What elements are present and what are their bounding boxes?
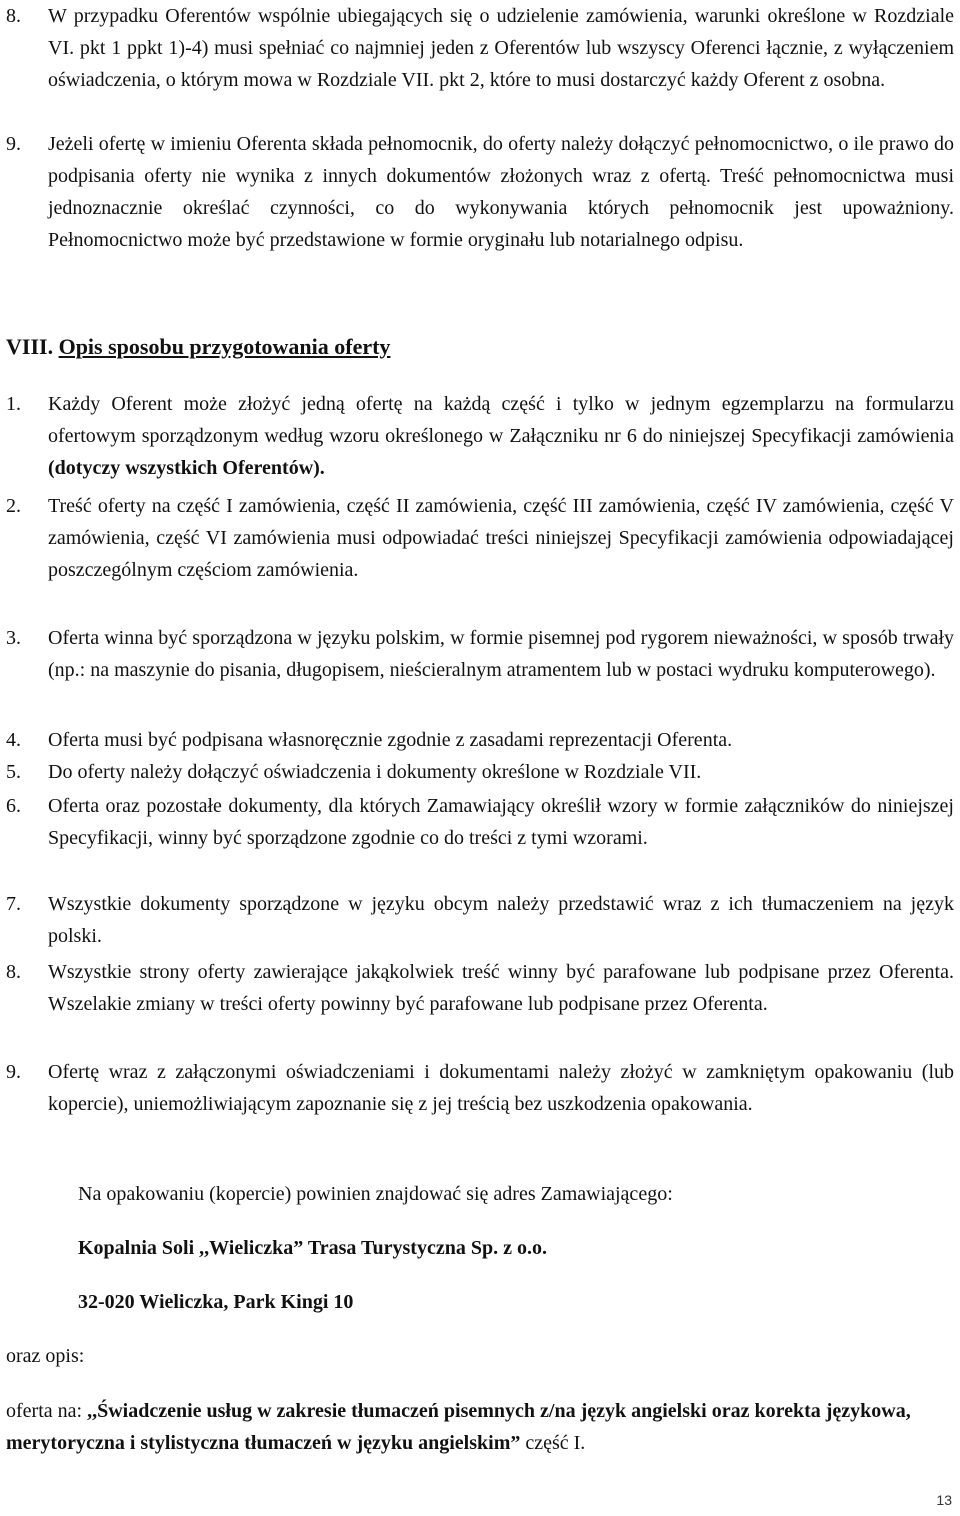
list-item <box>6 888 954 952</box>
offer-description <box>6 1395 954 1459</box>
item-text-main: Każdy Oferent może złożyć jedną ofertę na każdą część i tylko w jednym egzemplarzu na formularzu ofertowym sporządzonym według wzoru określonego w Załączniku nr 6 do niniejszej Specyfikacji zamówienia <box>48 393 954 447</box>
item-number: 2. <box>6 495 21 517</box>
item-number: 6. <box>6 795 21 817</box>
item-number: 9. <box>6 1061 21 1083</box>
item-text-bold: (dotyczy wszystkich Oferentów). <box>48 457 325 479</box>
address-line-2: 32-020 Wieliczka, Park Kingi 10 <box>78 1291 354 1313</box>
list-item <box>6 0 954 96</box>
item-number: 8. <box>6 961 21 983</box>
item-number: 1. <box>6 393 21 415</box>
item-text <box>48 388 954 484</box>
item-text: Oferta oraz pozostałe dokumenty, dla których Zamawiający określił wzory w formie załączników do niniejszej Specyfikacji, winny być sporządzone zgodnie co do treści z tymi wzorami. <box>48 795 954 849</box>
offer-prefix: oferta na: <box>6 1400 88 1422</box>
item-number: 8. <box>6 5 21 27</box>
item-text: Oferta winna być sporządzona w języku polskim, w formie pisemnej pod rygorem nieważności, w sposób trwały (np.: na maszynie do pisania, długopisem, nieścieralnym atramentem lub w postaci wydruku komputerowego). <box>48 627 954 681</box>
item-text: Jeżeli ofertę w imieniu Oferenta składa pełnomocnik, do oferty należy dołączyć pełnomocnictwo, o ile prawo do podpisania oferty nie wynika z innych dokumentów złożonych wraz z ofertą. Treść pełnomocnictwa musi jednoznacznie określać czynności, co do wykonywania których pełnomocnik jest upoważniony. Pełnomocnictwo może być przedstawione w formie oryginału lub notarialnego odpisu. <box>48 133 954 251</box>
page-number: 13 <box>936 1492 952 1508</box>
section-heading <box>6 331 390 363</box>
item-text: W przypadku Oferentów wspólnie ubiegających się o udzielenie zamówienia, warunki określone w Rozdziale VI. pkt 1 ppkt 1)-4) musi spełniać co najmniej jeden z Oferentów lub wszyscy Oferenci łącznie, z wyłączeniem oświadczenia, o którym mowa w Rozdziale VII. pkt 2, które to musi dostarczyć każdy Oferent z osobna. <box>48 5 954 91</box>
list-item <box>6 756 954 788</box>
list-item <box>6 490 954 586</box>
item-number: 3. <box>6 627 21 649</box>
item-text: Wszystkie dokumenty sporządzone w języku obcym należy przedstawić wraz z ich tłumaczeniem na język polski. <box>48 893 954 947</box>
list-item <box>6 1056 954 1120</box>
section-title: Opis sposobu przygotowania oferty <box>58 334 391 359</box>
item-text: Wszystkie strony oferty zawierające jakąkolwiek treść winny być parafowane lub podpisane przez Oferenta. Wszelakie zmiany w treści oferty powinny być parafowane lub podpisane przez Oferenta. <box>48 961 954 1015</box>
list-item <box>6 128 954 256</box>
list-item <box>6 724 954 756</box>
list-item <box>6 790 954 854</box>
address-intro: Na opakowaniu (kopercie) powinien znajdować się adres Zamawiającego: <box>78 1183 673 1205</box>
list-item <box>6 956 954 1020</box>
item-text: Oferta musi być podpisana własnoręcznie zgodnie z zasadami reprezentacji Oferenta. <box>48 729 733 751</box>
item-text: Ofertę wraz z załączonymi oświadczeniami i dokumentami należy złożyć w zamkniętym opakowaniu (lub kopercie), uniemożliwiającym zapoznanie się z jej treścią bez uszkodzenia opakowania. <box>48 1061 954 1115</box>
offer-suffix: część I. <box>520 1432 586 1454</box>
list-item <box>6 388 954 484</box>
oraz-opis-label: oraz opis: <box>6 1345 85 1367</box>
list-item <box>6 622 954 686</box>
section-number: VIII. <box>6 334 54 359</box>
item-text: Do oferty należy dołączyć oświadczenia i dokumenty określone w Rozdziale VII. <box>48 761 702 783</box>
item-number: 5. <box>6 761 21 783</box>
item-number: 4. <box>6 729 21 751</box>
item-number: 9. <box>6 133 21 155</box>
offer-title: ,,Świadczenie usług w zakresie tłumaczeń pisemnych z/na język angielski oraz korekta językowa, merytoryczna i stylistyczna tłumaczeń w języku angielskim” <box>6 1400 911 1454</box>
item-number: 7. <box>6 893 21 915</box>
address-line-1: Kopalnia Soli ,,Wieliczka” Trasa Turystyczna Sp. z o.o. <box>78 1237 547 1259</box>
item-text: Treść oferty na część I zamówienia, część II zamówienia, część III zamówienia, część IV zamówienia, część V zamówienia, część VI zamówienia musi odpowiadać treści niniejszej Specyfikacji zamówienia odpowiadającej poszczególnym częściom zamówienia. <box>48 495 954 581</box>
